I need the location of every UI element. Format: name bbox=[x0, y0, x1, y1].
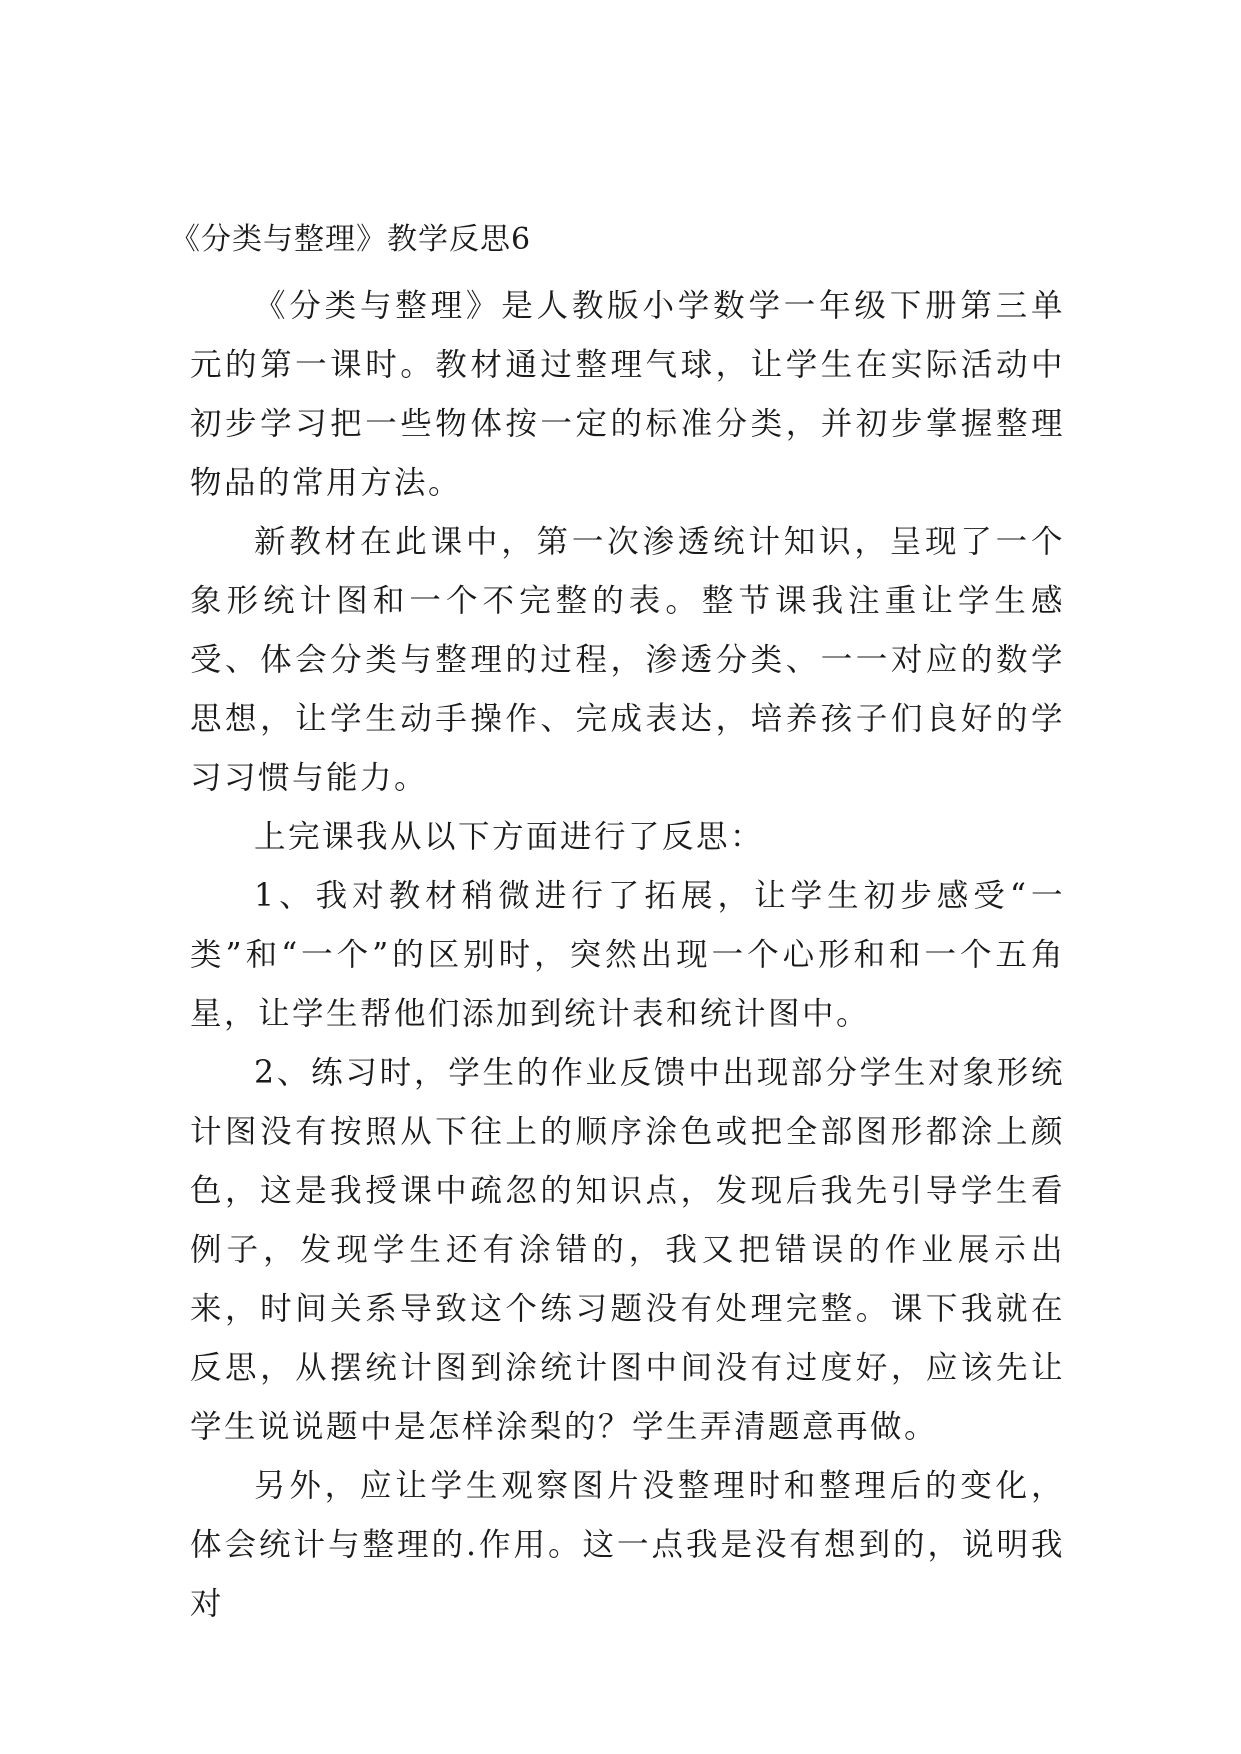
paragraph-point-1: 1、我对教材稍微进行了拓展，让学生初步感受“一类”和“一个”的区别时，突然出现一个心形和和一个五角星，让学生帮他们添加到统计表和统计图中。 bbox=[190, 878, 1065, 1032]
document-body bbox=[190, 277, 1065, 1634]
paragraph-additional: 另外，应让学生观察图片没整理时和整理后的变化，体会统计与整理的.作用。这一点我是没有想到的，说明我对 bbox=[190, 1468, 1065, 1622]
paragraph-new-textbook: 新教材在此课中，第一次渗透统计知识，呈现了一个象形统计图和一个不完整的表。整节课我注重让学生感受、体会分类与整理的过程，渗透分类、一一对应的数学思想，让学生动手操作、完成表达，培养孩子们良好的学习习惯与能力。 bbox=[190, 524, 1065, 796]
paragraph-point-2: 2、练习时，学生的作业反馈中出现部分学生对象形统计图没有按照从下往上的顺序涂色或把全部图形都涂上颜色，这是我授课中疏忽的知识点，发现后我先引导学生看例子，发现学生还有涂错的，我又把错误的作业展示出来，时间关系导致这个练习题没有处理完整。课下我就在反思，从摆统计图到涂统计图中间没有过度好，应该先让学生说说题中是怎样涂梨的？学生弄清题意再做。 bbox=[190, 1055, 1065, 1445]
document-title: 《分类与整理》教学反思6 bbox=[170, 222, 532, 257]
paragraph-intro: 《分类与整理》是人教版小学数学一年级下册第三单元的第一课时。教材通过整理气球，让学生在实际活动中初步学习把一些物体按一定的标准分类，并初步掌握整理物品的常用方法。 bbox=[190, 288, 1065, 501]
paragraph-reflection-lead: 上完课我从以下方面进行了反思： bbox=[254, 819, 765, 855]
